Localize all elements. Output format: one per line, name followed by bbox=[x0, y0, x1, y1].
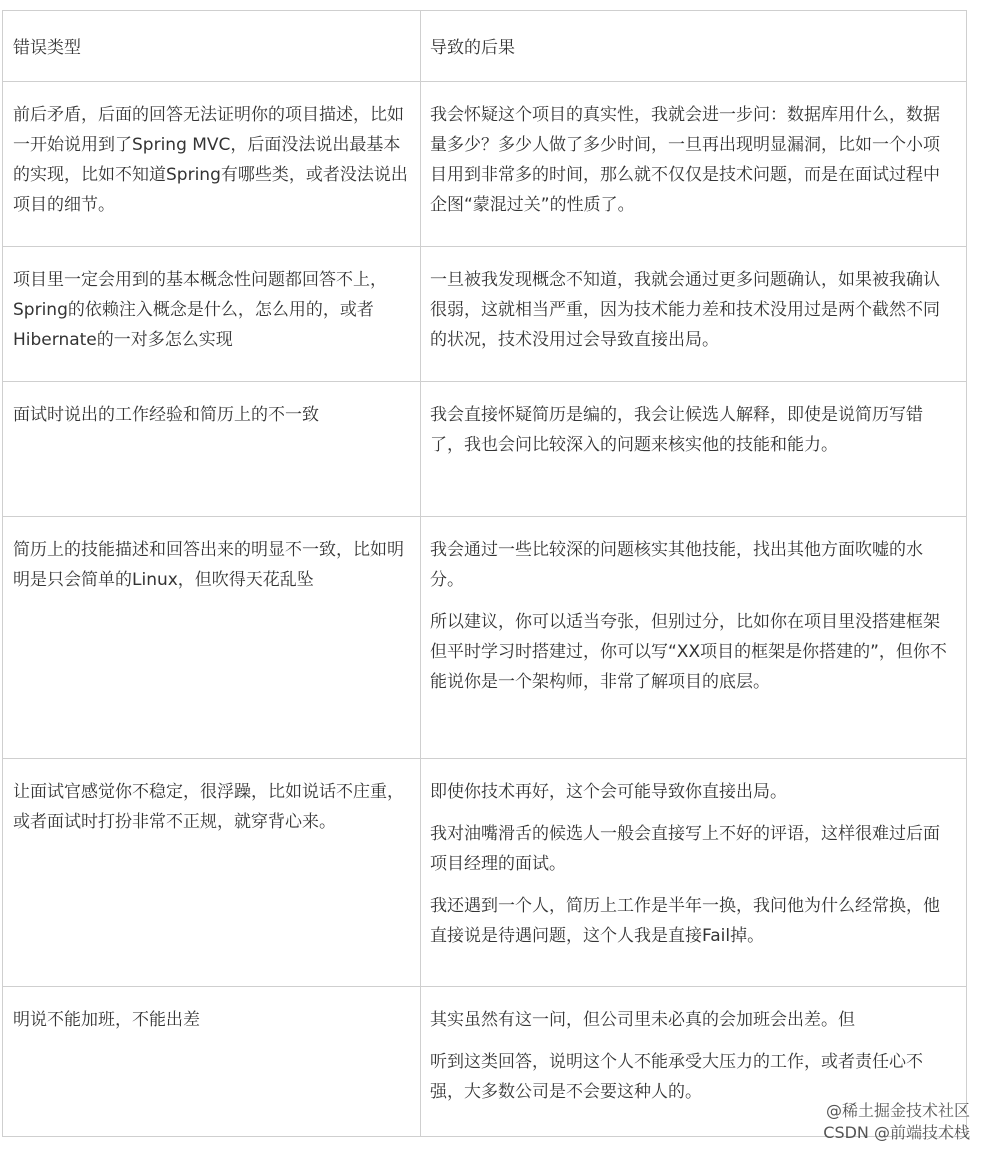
header-error-type: 错误类型 bbox=[3, 11, 421, 81]
table-row bbox=[3, 758, 966, 986]
consequence-paragraph: 我会通过一些比较深的问题核实其他技能，找出其他方面吹嘘的水分。 bbox=[430, 540, 923, 590]
table-row bbox=[3, 381, 966, 516]
table-header-row bbox=[3, 11, 966, 81]
consequence-cell bbox=[421, 247, 966, 381]
watermark-line-juejin: @稀土掘金技术社区 bbox=[825, 1101, 970, 1120]
error-type-cell: 前后矛盾，后面的回答无法证明你的项目描述，比如一开始说用到了Spring MVC，后面没法说出最基本的实现，比如不知道Spring有哪些类，或者没法说出项目的细节。 bbox=[3, 82, 421, 246]
consequence-paragraph: 我会直接怀疑简历是编的，我会让候选人解释，即使是说简历写错了，我也会问比较深入的问题来核实他的技能和能力。 bbox=[430, 405, 923, 455]
error-type-cell: 明说不能加班，不能出差 bbox=[3, 987, 421, 1136]
consequence-cell bbox=[421, 759, 966, 986]
consequence-paragraph: 我对油嘴滑舌的候选人一般会直接写上不好的评语，这样很难过后面项目经理的面试。 bbox=[430, 824, 940, 874]
table-row bbox=[3, 246, 966, 381]
error-type-cell: 项目里一定会用到的基本概念性问题都回答不上，Spring的依赖注入概念是什么，怎么用的，或者Hibernate的一对多怎么实现 bbox=[3, 247, 421, 381]
header-consequence: 导致的后果 bbox=[430, 38, 515, 58]
error-consequence-table bbox=[2, 10, 967, 1137]
error-type-cell: 简历上的技能描述和回答出来的明显不一致，比如明明是只会简单的Linux，但吹得天花乱坠 bbox=[3, 517, 421, 758]
consequence-paragraph: 我会怀疑这个项目的真实性，我就会进一步问：数据库用什么，数据量多少？多少人做了多少时间，一旦再出现明显漏洞，比如一个小项目用到非常多的时间，那么就不仅仅是技术问题，而是在面试过程中企图“蒙混过关”的性质了。 bbox=[430, 105, 940, 215]
table-row bbox=[3, 81, 966, 246]
watermark bbox=[823, 1100, 970, 1144]
watermark-line-csdn: CSDN @前端技术栈 bbox=[823, 1123, 970, 1142]
error-type-cell: 面试时说出的工作经验和简历上的不一致 bbox=[3, 382, 421, 516]
table-row bbox=[3, 986, 966, 1136]
consequence-paragraph: 我还遇到一个人，简历上工作是半年一换，我问他为什么经常换，他直接说是待遇问题，这个人我是直接Fail掉。 bbox=[430, 896, 940, 946]
consequence-paragraph: 听到这类回答，说明这个人不能承受大压力的工作，或者责任心不强，大多数公司是不会要这种人的。 bbox=[430, 1052, 923, 1102]
error-type-cell: 让面试官感觉你不稳定，很浮躁，比如说话不庄重，或者面试时打扮非常不正规，就穿背心来。 bbox=[3, 759, 421, 986]
consequence-cell bbox=[421, 82, 966, 246]
consequence-paragraph: 一旦被我发现概念不知道，我就会通过更多问题确认，如果被我确认很弱，这就相当严重，因为技术能力差和技术没用过是两个截然不同的状况，技术没用过会导致直接出局。 bbox=[430, 270, 940, 350]
table-row bbox=[3, 516, 966, 758]
consequence-paragraph: 其实虽然有这一问，但公司里未必真的会加班会出差。但 bbox=[430, 1010, 855, 1030]
consequence-paragraph: 所以建议，你可以适当夸张，但别过分，比如你在项目里没搭建框架但平时学习时搭建过，你可以写“XX项目的框架是你搭建的”，但你不能说你是一个架构师，非常了解项目的底层。 bbox=[430, 612, 947, 692]
consequence-cell bbox=[421, 382, 966, 516]
consequence-cell bbox=[421, 517, 966, 758]
consequence-paragraph: 即使你技术再好，这个会可能导致你直接出局。 bbox=[430, 782, 787, 802]
